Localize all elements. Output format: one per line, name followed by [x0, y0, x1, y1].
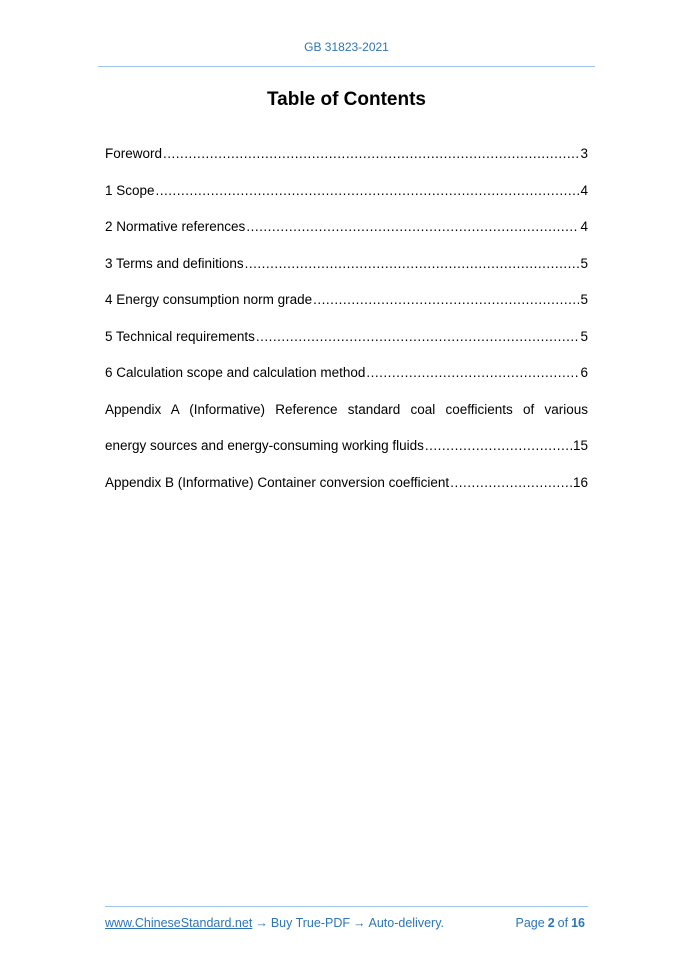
- header-standard-code: GB 31823-2021: [304, 40, 389, 54]
- toc-entry-appendix-a[interactable]: [105, 400, 588, 473]
- toc-entry-label: Foreword: [105, 146, 163, 161]
- toc-dot-leader: [156, 181, 580, 201]
- toc-entry-technical-requirements[interactable]: [105, 327, 588, 364]
- toc-entry-label: 4 Energy consumption norm grade: [105, 292, 313, 307]
- toc-entry-label: 2 Normative references: [105, 219, 246, 234]
- toc-dot-leader: [256, 327, 580, 347]
- page-word: Page: [515, 916, 545, 930]
- toc-dot-leader: [425, 436, 572, 456]
- toc-entry-calculation-scope-method[interactable]: [105, 363, 588, 400]
- toc-entry-foreword[interactable]: [105, 144, 588, 181]
- toc-dot-leader: [163, 144, 579, 164]
- toc-dot-leader: [450, 473, 572, 493]
- toc-entry-page: 5: [580, 255, 588, 271]
- page-footer: [105, 916, 588, 930]
- toc-entry-page: 5: [580, 292, 588, 307]
- of-word: of: [557, 916, 569, 930]
- buy-pdf-text: Buy True-PDF: [270, 916, 350, 930]
- footer-divider: [105, 906, 588, 907]
- toc-entry-page: 15: [572, 438, 588, 453]
- toc-list: [105, 144, 588, 509]
- header-divider: [98, 66, 595, 67]
- toc-entry-label: Appendix B (Informative) Container conversion coefficient: [105, 474, 450, 490]
- toc-entry-page: 4: [580, 182, 588, 198]
- toc-entry-page: 16: [572, 474, 588, 490]
- toc-entry-terms-definitions[interactable]: [105, 254, 588, 291]
- toc-entry-label: 1 Scope: [105, 182, 155, 198]
- toc-dot-leader: [246, 217, 579, 237]
- page-title: Table of Contents: [266, 89, 427, 110]
- arrow-right-icon: →: [255, 916, 268, 930]
- total-pages-number: 16: [571, 916, 585, 930]
- toc-dot-leader: [245, 254, 580, 274]
- footer-promo: [105, 916, 444, 930]
- toc-dot-leader: [313, 290, 579, 310]
- page-indicator: [516, 916, 589, 930]
- toc-entry-scope[interactable]: [105, 181, 588, 218]
- arrow-right-icon: →: [353, 916, 366, 930]
- toc-entry-page: 4: [580, 219, 588, 234]
- toc-entry-label: 5 Technical requirements: [105, 328, 255, 344]
- toc-entry-label-line1: Appendix A (Informative) Reference standard coal coefficients of various: [105, 401, 588, 417]
- site-link[interactable]: www.ChineseStandard.net: [105, 916, 253, 930]
- toc-entry-label-line2: energy sources and energy-consuming working fluids: [105, 438, 424, 453]
- toc-entry-page: 6: [580, 365, 588, 380]
- toc-entry-label: 6 Calculation scope and calculation method: [105, 365, 366, 380]
- toc-entry-page: 5: [580, 328, 588, 344]
- toc-entry-appendix-b[interactable]: [105, 473, 588, 510]
- toc-entry-normative-references[interactable]: [105, 217, 588, 254]
- toc-entry-energy-consumption-norm-grade[interactable]: [105, 290, 588, 327]
- auto-delivery-text: Auto-delivery.: [368, 916, 444, 930]
- current-page-number: 2: [547, 916, 555, 930]
- toc-dot-leader: [366, 363, 579, 383]
- toc-entry-page: 3: [580, 146, 588, 161]
- toc-entry-label: 3 Terms and definitions: [105, 255, 244, 271]
